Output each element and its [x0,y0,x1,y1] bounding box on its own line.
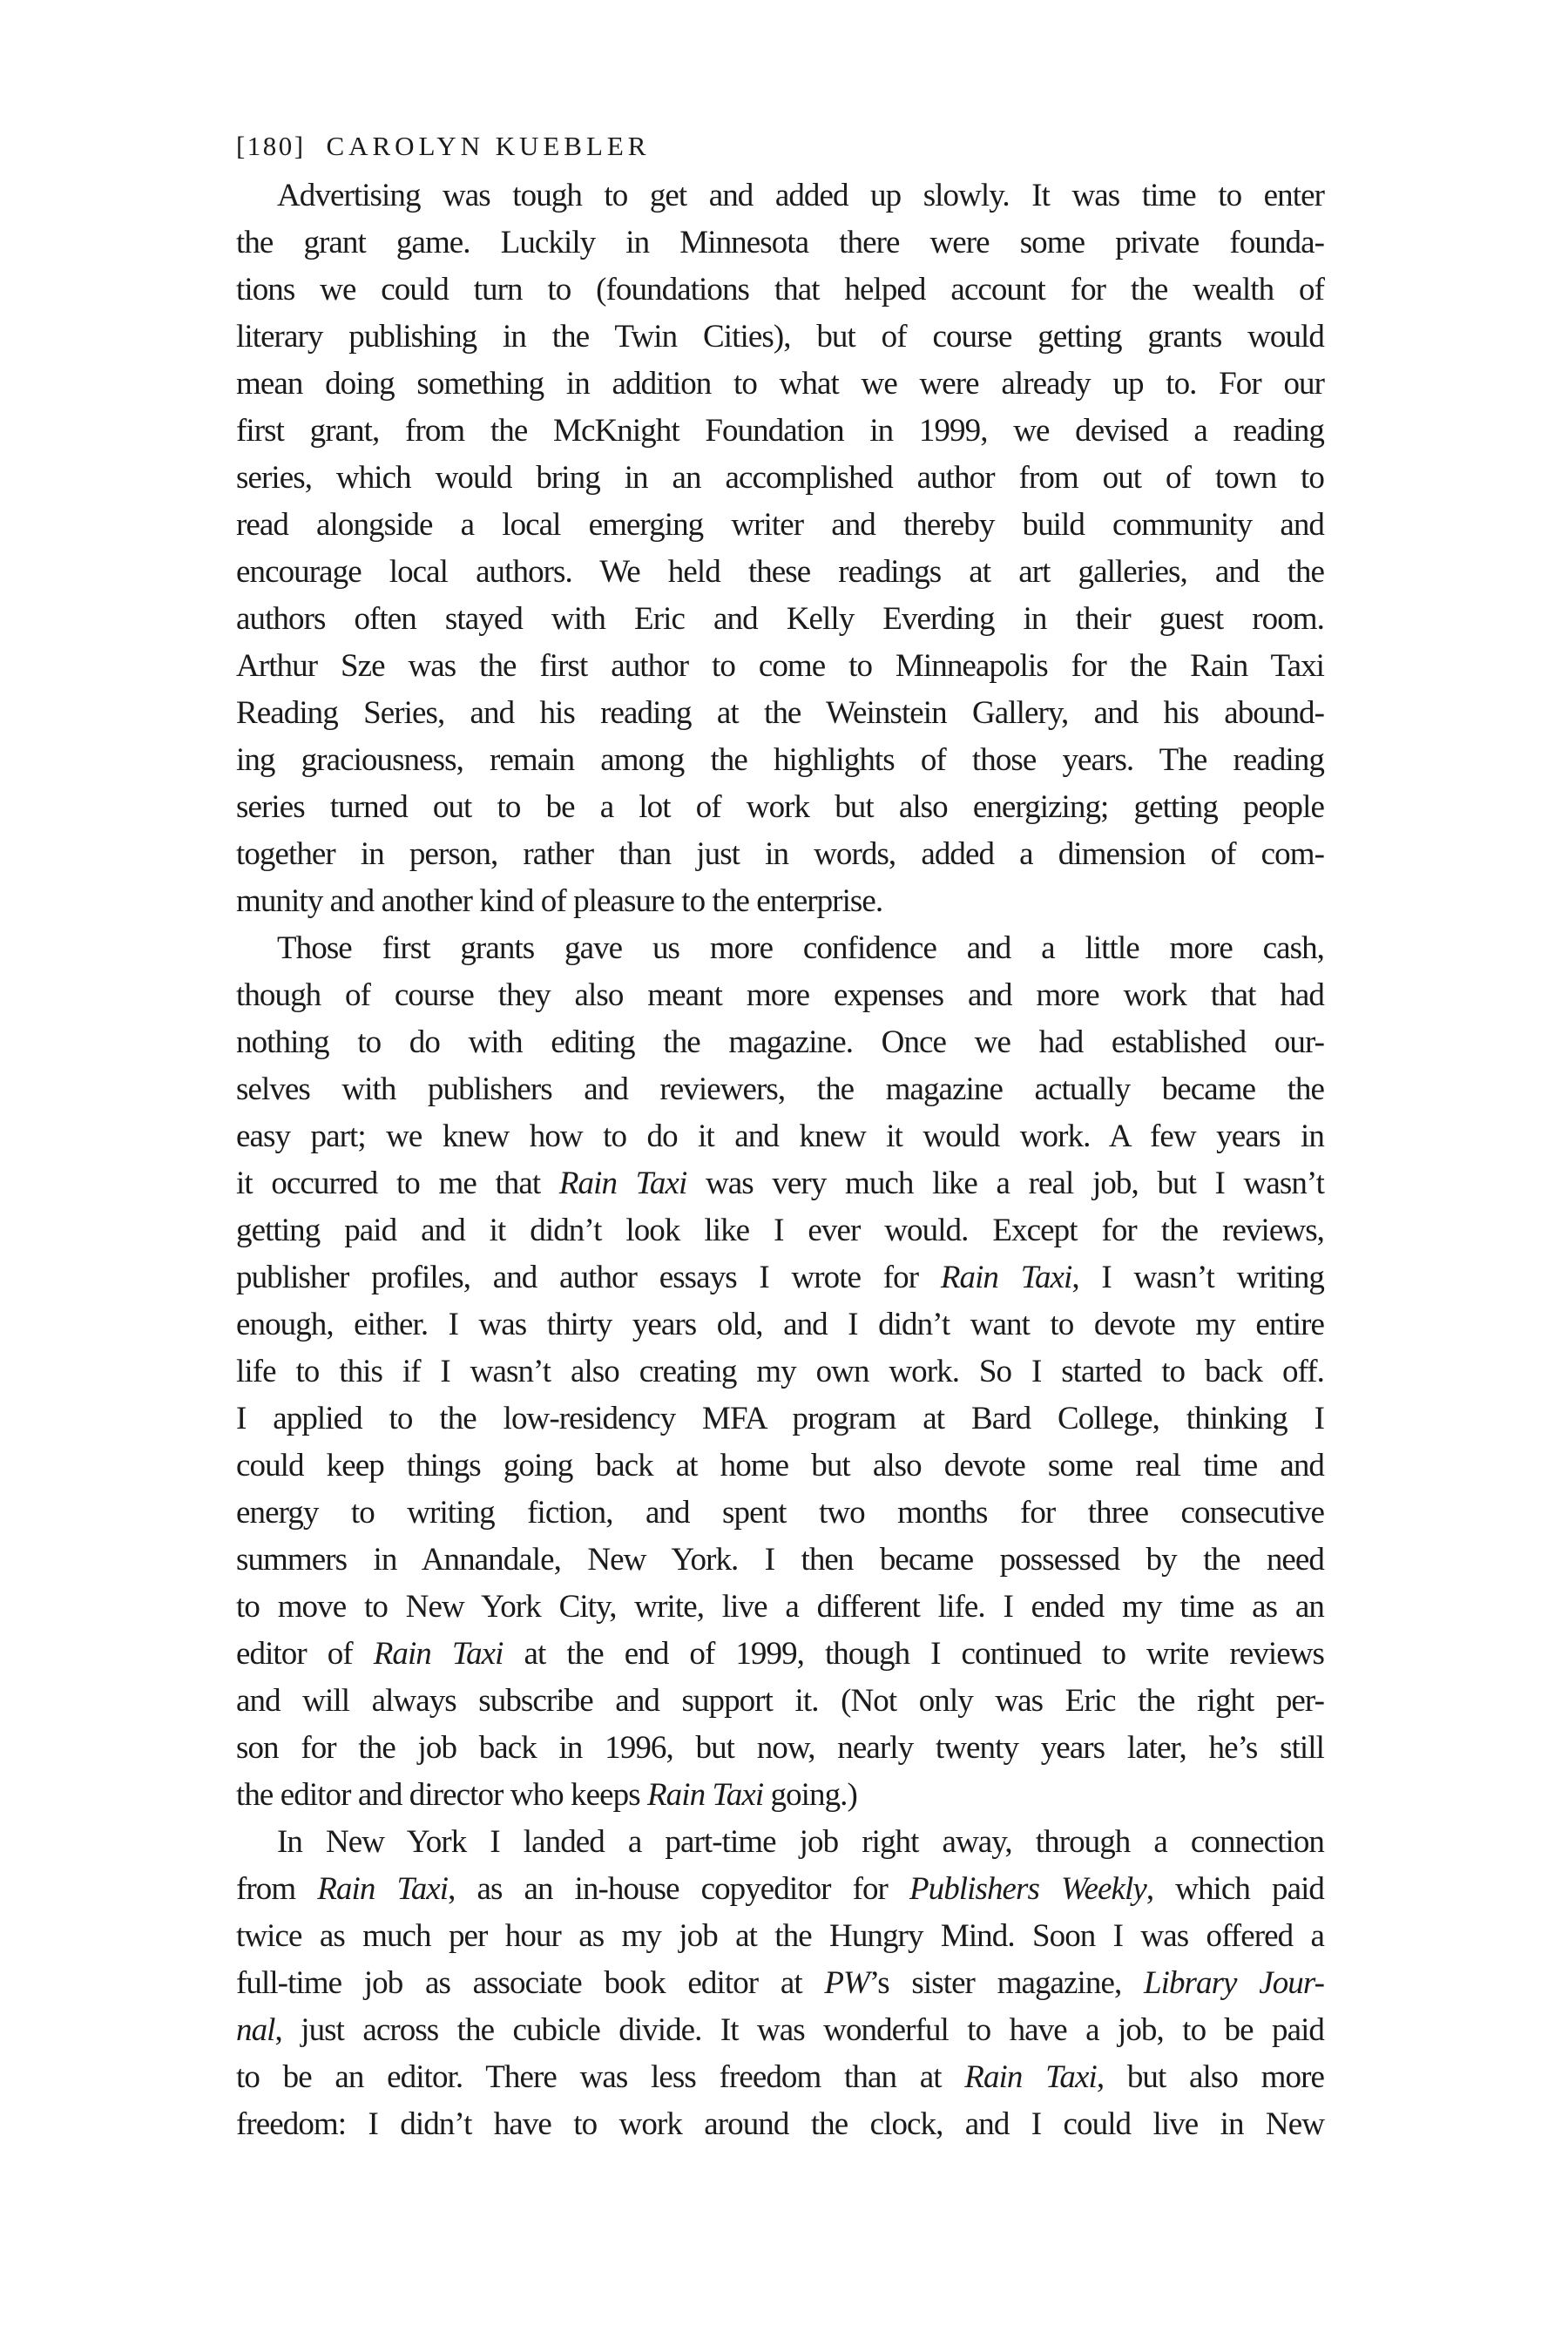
text-line [236,502,1324,549]
text-segment: mean doing something in addition to what we were already up to. For our [236,366,1324,402]
text-segment: twice as much per hour as my job at the Hungry Mind. Soon I was offered a [236,1918,1324,1954]
text-segment: In New York I landed a part-time job right away, through a connection [277,1824,1324,1860]
text-line [236,1725,1324,1772]
text-line [236,1301,1324,1348]
text-line [236,455,1324,502]
text-segment: tions we could turn to (foundations that helped account for the wealth of [236,272,1324,308]
text-segment: to be an editor. There was less freedom than at [236,2059,965,2095]
text-segment: ’s sister magazine, [868,1965,1144,2001]
italicized-title: Rain Taxi [558,1166,687,1201]
text-line [236,596,1324,643]
text-segment: Advertising was tough to get and added up slowly. It was time to enter [277,178,1324,213]
text-line [236,1584,1324,1631]
text-segment: Arthur Sze was the first author to come to Minneapolis for the Rain Taxi [236,648,1324,684]
text-line [236,1960,1324,2007]
text-segment: editor of [236,1636,374,1672]
text-segment: though of course they also meant more expenses and more work that had [236,977,1324,1013]
text-line [236,878,1324,925]
text-segment: I applied to the low-residency MFA program at Bard College, thinking I [236,1401,1324,1436]
text-line [236,1019,1324,1066]
text-line [236,1254,1324,1301]
paragraph [236,1819,1324,2148]
text-segment: the editor and director who keeps [236,1777,647,1813]
text-segment: getting paid and it didn’t look like I ever would. Except for the reviews, [236,1213,1324,1248]
running-header-author: CAROLYN KUEBLER [326,131,651,161]
text-segment: son for the job back in 1996, but now, nearly twenty years later, he’s still [236,1730,1324,1766]
text-line [236,1443,1324,1490]
text-segment: literary publishing in the Twin Cities), but of course getting grants would [236,319,1324,355]
italicized-title: Rain Taxi [647,1777,764,1813]
text-line [236,831,1324,878]
text-line [236,925,1324,972]
text-line [236,1066,1324,1113]
text-segment: freedom: I didn’t have to work around the clock, and I could live in New [236,2106,1324,2142]
text-line [236,1913,1324,1960]
text-segment: first grant, from the McKnight Foundation in 1999, we devised a reading [236,413,1324,449]
text-segment: could keep things going back at home but also devote some real time and [236,1448,1324,1484]
italicized-title: Library Jour- [1143,1965,1324,2001]
text-segment: Those first grants gave us more confidence and a little more cash, [277,930,1324,966]
text-segment: enough, either. I was thirty years old, and I didn’t want to devote my entire [236,1307,1324,1342]
text-segment: it occurred to me that [236,1166,559,1201]
text-segment: at the end of 1999, though I continued to write reviews [503,1636,1324,1672]
text-line [236,1537,1324,1584]
page-body [236,172,1324,2148]
text-line [236,220,1324,267]
text-segment: going.) [763,1777,857,1813]
text-line [236,1207,1324,1254]
italicized-title: PW [824,1965,869,2001]
text-segment: ing graciousness, remain among the highlights of those years. The reading [236,742,1324,778]
text-line [236,1113,1324,1160]
text-line [236,1772,1324,1819]
text-line [236,784,1324,831]
text-line [236,1866,1324,1913]
text-segment: , I wasn’t writing [1071,1260,1325,1295]
text-line [236,972,1324,1019]
text-line [236,172,1324,220]
text-segment: , but also more [1096,2059,1324,2095]
text-segment: encourage local authors. We held these readings at art galleries, and the [236,554,1324,590]
text-segment: selves with publishers and reviewers, the magazine actually became the [236,1071,1324,1107]
text-line [236,267,1324,314]
running-header [236,131,650,162]
text-line [236,2007,1324,2054]
text-line [236,690,1324,737]
italicized-title: Rain Taxi [940,1260,1072,1295]
paragraph [236,172,1324,925]
text-segment: from [236,1871,318,1907]
text-line [236,314,1324,361]
text-line [236,737,1324,784]
text-segment: , which paid [1146,1871,1324,1907]
text-segment: to move to New York City, write, live a different life. I ended my time as an [236,1589,1324,1625]
text-line [236,1396,1324,1443]
text-segment: was very much like a real job, but I wasn’t [686,1166,1324,1201]
text-segment: , just across the cubicle divide. It was wonderful to have a job, to be paid [274,2012,1324,2048]
italicized-title: Publishers Weekly [909,1871,1146,1907]
text-segment: the grant game. Luckily in Minnesota there were some private founda- [236,225,1324,260]
text-segment: read alongside a local emerging writer and thereby build community and [236,507,1324,543]
text-segment: authors often stayed with Eric and Kelly Everding in their guest room. [236,601,1324,637]
text-segment: munity and another kind of pleasure to the enterprise. [236,883,883,919]
text-segment: series, which would bring in an accomplished author from out of town to [236,460,1324,496]
page-number-folio: [180] [236,131,306,161]
text-line [236,361,1324,408]
text-segment: series turned out to be a lot of work but also energizing; getting people [236,789,1324,825]
text-line [236,1631,1324,1678]
text-line [236,643,1324,690]
text-segment: energy to writing fiction, and spent two months for three consecutive [236,1495,1324,1531]
text-line [236,1819,1324,1866]
text-line [236,1490,1324,1537]
text-segment: full-time job as associate book editor at [236,1965,825,2001]
text-segment: together in person, rather than just in words, added a dimension of com- [236,836,1324,872]
text-segment: easy part; we knew how to do it and knew it would work. A few years in [236,1119,1324,1154]
text-segment: life to this if I wasn’t also creating my own work. So I started to back off. [236,1354,1324,1389]
text-segment: , as an in-house copyeditor for [448,1871,909,1907]
text-line [236,408,1324,455]
text-line [236,2101,1324,2148]
text-line [236,2054,1324,2101]
text-segment: nothing to do with editing the magazine. Once we had established our- [236,1024,1324,1060]
italicized-title: Rain Taxi [373,1636,504,1672]
text-line [236,549,1324,596]
text-line [236,1678,1324,1725]
text-segment: summers in Annandale, New York. I then became possessed by the need [236,1542,1324,1578]
paragraph [236,925,1324,1819]
text-line [236,1348,1324,1396]
italicized-title: nal [236,2012,275,2048]
italicized-title: Rain Taxi [964,2059,1097,2095]
text-segment: publisher profiles, and author essays I wrote for [236,1260,941,1295]
text-segment: Reading Series, and his reading at the Weinstein Gallery, and his abound- [236,695,1324,731]
text-segment: and will always subscribe and support it. (Not only was Eric the right per- [236,1683,1324,1719]
text-line [236,1160,1324,1207]
italicized-title: Rain Taxi [317,1871,449,1907]
